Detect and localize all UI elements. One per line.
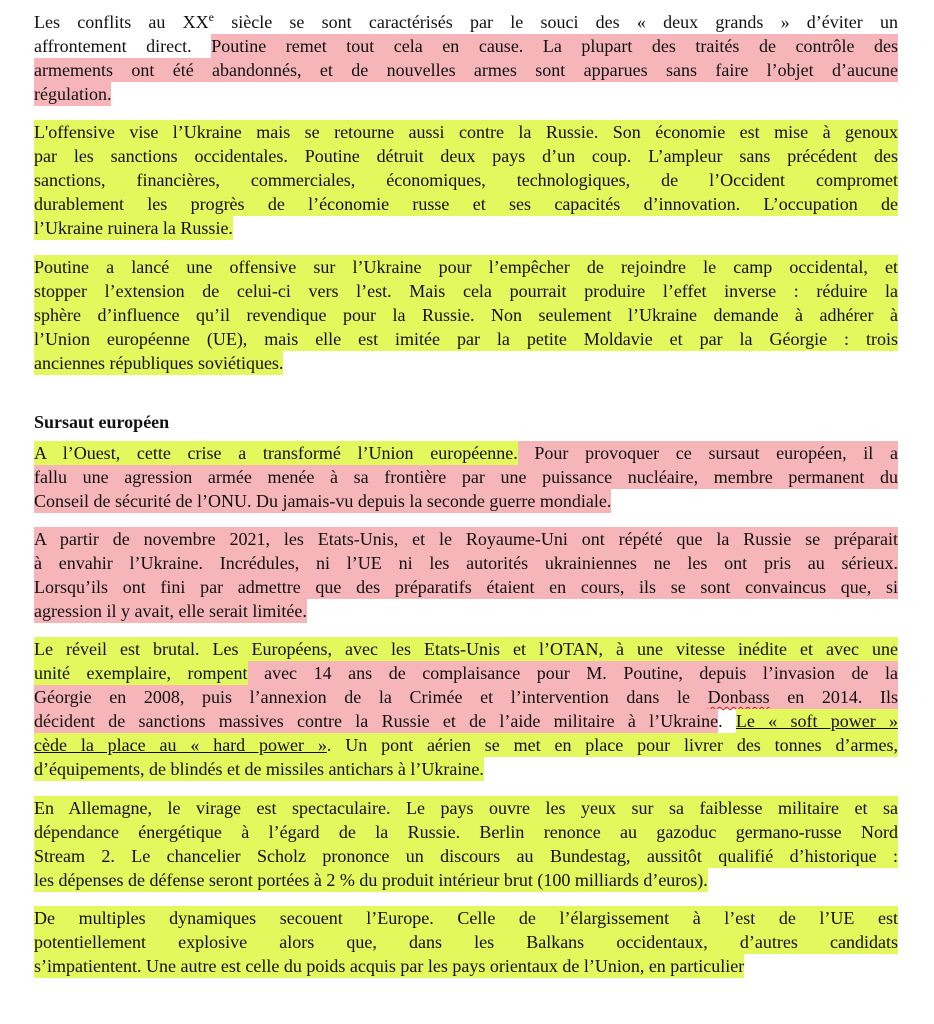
text-run: siècle se sont caractérisés par le souci des « deux grands » d’éviter un [213,12,898,32]
text-line [34,303,898,327]
text-run: affrontement direct. [34,36,212,56]
text-line [34,954,744,978]
highlighted-text: d’équipements, de blindés et de missiles antichars à l’Ukraine. [34,759,484,779]
highlighted-text: agression il y avait, elle serait limitée. [34,601,307,621]
highlighted-text: à envahir l’Ukraine. [34,553,203,573]
text-line [34,465,898,489]
highlighted-text: décident de sanctions massives contre la Russie et de l’aide militaire à l’Ukraine [34,711,719,731]
text-line [34,351,283,375]
text-run: . [718,711,736,731]
highlighted-text: régulation. [34,84,112,104]
highlighted-text: cède la place au « hard power » [34,735,327,755]
text-line [34,757,484,781]
superscript: e [208,10,214,24]
text-line [34,168,898,192]
text-line [34,441,898,465]
text-line [34,661,898,685]
text-line [34,82,111,106]
highlighted-text: Poutine a lancé une offensive sur l’Ukraine pour l’empêcher de rejoindre le camp occidental, et [34,257,898,277]
text-line [34,192,898,216]
text-line [34,327,898,351]
text-line [34,930,898,954]
text-line [34,216,233,240]
text-line [34,279,898,303]
highlighted-text: armements ont été abandonnés, et de nouvelles armes sont apparues sans faire l’objet d’aucune [34,60,898,80]
highlighted-text: en 2014. Ils [769,687,898,707]
highlighted-text: Lorsqu’ils ont fini par admettre que des préparatifs étaient en cours, ils se sont convaincus que, si [34,577,898,597]
text-line [34,733,898,757]
highlighted-text: potentiellement explosive alors que, dans les Balkans occidentaux, d’autres candidats [34,932,898,952]
highlighted-text: sanctions, financières, commerciales, économiques, technologiques, de l’Occident compromet [34,170,898,190]
text-line [34,489,611,513]
highlighted-text: . Un pont aérien se met en place pour livrer des tonnes d’armes, [326,735,898,755]
highlighted-text: durablement les progrès de l’économie russe et ses capacités d’innovation. L’occupation de [34,194,898,214]
text-line [34,58,898,82]
highlighted-text: L'offensive vise l’Ukraine mais se retourne aussi contre la Russie. Son économie est mise à genoux [34,122,898,142]
text-line [34,255,898,279]
highlighted-text: Pour provoquer ce sursaut européen, il a [517,443,898,463]
text-line [34,527,898,551]
text-line [34,868,708,892]
text-line [34,144,898,168]
highlighted-text: sphère d’influence qu’il revendique pour la Russie. Non seulement l’Ukraine demande à adhérer à [34,305,898,325]
text-line [34,575,898,599]
highlighted-text: les dépenses de défense seront portées à 2 % du produit intérieur brut (100 milliards d’euros). [34,870,708,890]
highlighted-text: dépendance énergétique à l’égard de la Russie. Berlin renonce au gazoduc germano-russe Nord [34,822,898,842]
highlighted-text: Géorgie en 2008, puis l’annexion de la Crimée et l’intervention dans le [34,687,708,707]
highlighted-text: fallu une agression armée menée à sa frontière par une puissance nucléaire, membre permanent du [34,467,898,487]
highlighted-text: Le « soft power » [735,711,898,731]
highlighted-text: Conseil de sécurité de l’ONU. Du jamais-vu depuis la seconde guerre mondiale. [34,491,612,511]
highlighted-text: Poutine remet tout cela en cause. La plupart des traités de contrôle des [211,36,898,56]
highlighted-text: Donbass [707,687,770,707]
highlighted-text: En Allemagne, le virage est spectaculaire. Le pays ouvre les yeux sur sa faiblesse militaire et sa [34,798,898,818]
highlighted-text: l’Union européenne (UE), mais elle est imitée par la petite Moldavie et par la Géorgie : trois [34,329,898,349]
highlighted-text: stopper l’extension de celui-ci vers l’est. Mais cela pourrait produire l’effet inverse : réduire la [34,281,898,301]
highlighted-text: Stream 2. Le chancelier Scholz prononce un discours au Bundestag, aussitôt qualifié d’historique : [34,846,898,866]
highlighted-text: Incrédules, ni l’UE ni les autorités ukrainiennes ne les ont pris au sérieux. [203,553,898,573]
highlighted-text: De multiples dynamiques secouent l’Europe. Celle de l’élargissement à l’est de l’UE est [34,908,898,928]
text-line [34,709,898,733]
text-line [34,120,898,144]
highlighted-text: l’Ukraine ruinera la Russie. [34,218,233,238]
highlighted-text: avec 14 ans de complaisance pour M. Poutine, depuis l’invasion de la [247,663,898,683]
text-line [34,599,307,623]
text-run: Les conflits au XX [34,12,209,32]
highlighted-text: par les sanctions occidentales. Poutine détruit deux pays d’un coup. L’ampleur sans précédent des [34,146,898,166]
highlighted-text: A l’Ouest, cette crise a transformé l’Union européenne. [34,443,518,463]
text-line [34,796,898,820]
text-line [34,10,898,34]
highlighted-text: s’impatientent. Une autre est celle du poids acquis par les pays orientaux de l’Union, en particulier [34,956,745,976]
text-line [34,906,898,930]
text-line [34,685,898,709]
text-line [34,551,898,575]
highlighted-text: anciennes républiques soviétiques. [34,353,284,373]
highlighted-text: unité exemplaire, rompent [34,663,248,683]
highlighted-text: A partir de novembre 2021, les Etats-Unis, et le Royaume-Uni ont répété que la Russie se préparait [34,529,898,549]
text-line [34,637,898,661]
text-line [34,34,898,58]
section-heading: Sursaut européen [34,412,170,432]
highlighted-text: Le réveil est brutal. Les Européens, avec les Etats-Unis et l’OTAN, à une vitesse inédite et avec une [34,639,898,659]
text-line [34,844,898,868]
text-line [34,820,898,844]
